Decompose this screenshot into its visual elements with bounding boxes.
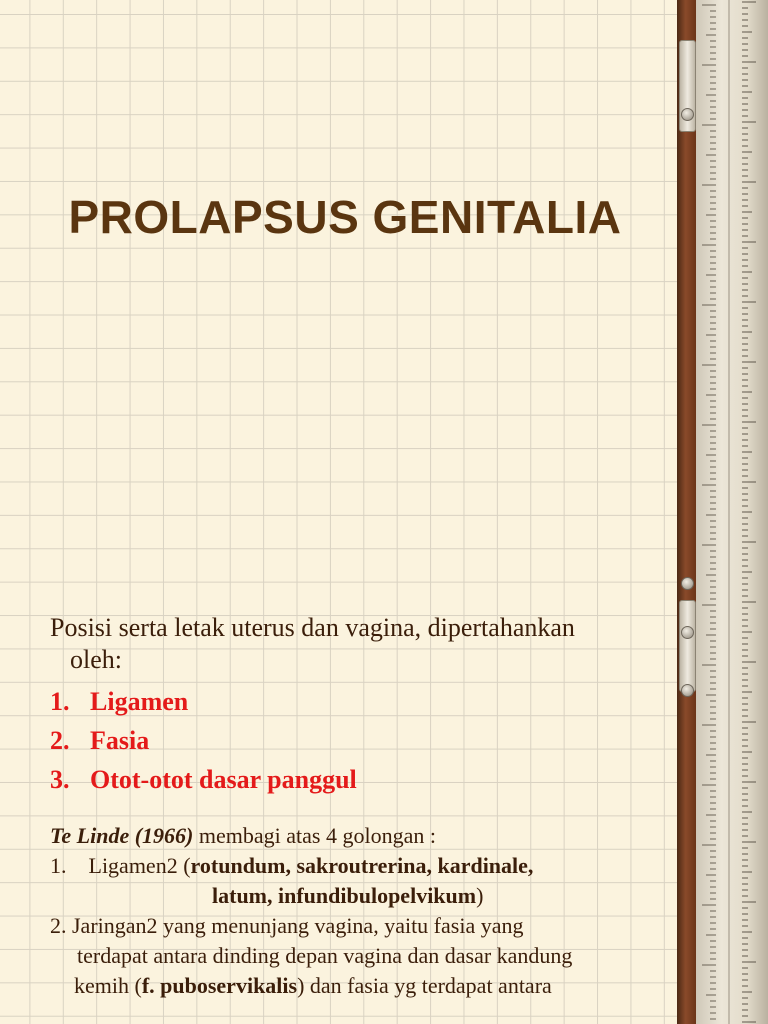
ruler-clip-bottom [679,600,696,692]
item-text: 2. Jaringan2 yang menunjang vagina, yaitu fasia yang [50,913,524,938]
screw-icon [681,626,694,639]
factor-list [50,682,680,799]
item-bold-text: f. puboservikalis [141,973,298,998]
list-item [50,760,680,799]
classification-intro [50,821,680,851]
list-label: Fasia [90,726,150,755]
ruler-ticks [696,0,768,1024]
author-citation: Te Linde (1966) [50,823,194,848]
classification-item-2 [50,911,680,1001]
item-text: kemih ( [74,973,142,998]
item-bold-text: rotundum, sakroutrerina, kardinale, [190,853,534,878]
list-item [50,682,680,721]
intro-line-1: Posisi serta letak uterus dan vagina, dipertahankan [50,613,575,642]
item-text: ) [476,883,484,908]
list-number: 2. [50,726,70,755]
list-label: Ligamen [90,687,189,716]
intro-line-2: oleh: [70,645,122,674]
list-label: Otot-otot dasar panggul [90,765,357,794]
item-text: ) dan fasia yg terdapat antara [297,973,552,998]
screw-icon [681,577,694,590]
ruler [696,0,768,1024]
item-text: Ligamen2 ( [88,853,191,878]
item-bold-text: latum, infundibulopelvikum [212,883,477,908]
intro-paragraph [50,612,680,676]
list-item [50,721,680,760]
screw-icon [681,684,694,697]
screw-icon [681,108,694,121]
slide-title: PROLAPSUS GENITALIA [68,191,622,243]
classification-item-1 [50,851,680,911]
classification-intro-text: membagi atas 4 golongan : [193,823,436,848]
item-number: 1. [50,853,67,878]
slide-body [50,612,680,1001]
list-number: 1. [50,687,70,716]
classification-block [50,821,680,1001]
list-number: 3. [50,765,70,794]
item-text: terdapat antara dinding depan vagina dan dasar kandung [77,943,573,968]
